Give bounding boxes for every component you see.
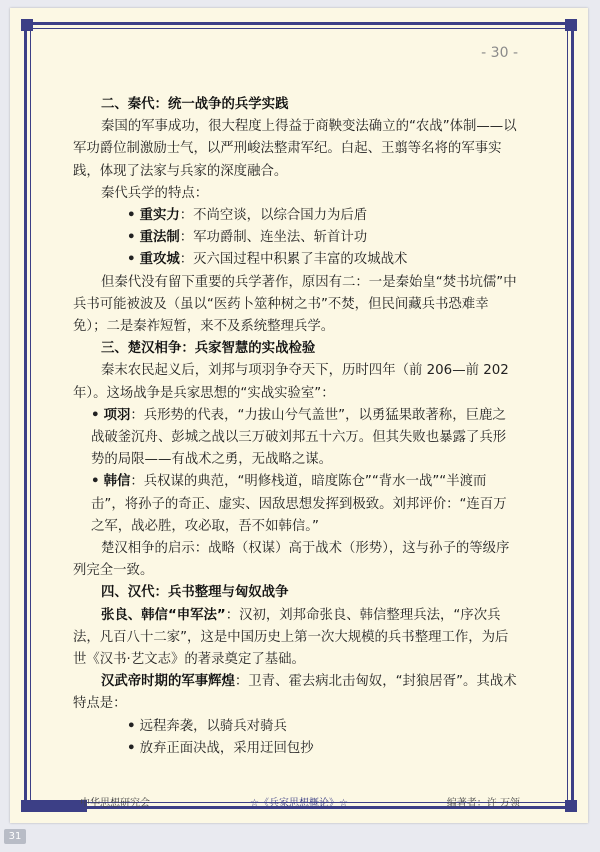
list-item: • 重攻城：灭六国过程中积累了丰富的攻城战术 xyxy=(127,252,408,268)
page-number: - 30 - xyxy=(481,45,518,61)
list-item: • 重法制：军功爵制、连坐法、斩首计功 xyxy=(127,230,368,246)
paragraph: 楚汉相争的启示：战略（权谋）高于战术（形势），这与孙子的等级序列完全一致。 xyxy=(73,541,510,579)
corner-ornament xyxy=(565,800,577,812)
corner-ornament xyxy=(21,19,33,31)
list-item: • 韩信：兵权谋的典范，“明修栈道，暗度陈仓”“背水一战”“半渡而击”，将孙子的奇正、虚实、因敌思想发挥到极致。刘邦评价：“连百万之军，战必胜，攻必取，吾不如韩信。” xyxy=(91,474,507,534)
footer-author: 编著者：许 万领 xyxy=(446,798,520,809)
section-heading: 三、楚汉相争：兵家智慧的实战检验 xyxy=(101,341,316,357)
paragraph: 张良、韩信“申军法”：汉初，刘邦命张良、韩信整理兵法，“序次兵法，凡百八十二家”，这是中国历史上第一次大规模的兵书整理工作，为后世《汉书·艺文志》的著录奠定了基础。 xyxy=(73,607,509,668)
term: 重攻城 xyxy=(139,252,180,268)
paragraph: 秦代兵学的特点： xyxy=(101,185,209,201)
term: 项羽 xyxy=(103,407,131,423)
page-content xyxy=(73,94,519,760)
footer-book-title: ☆《兵家思想概论》☆ xyxy=(250,798,348,809)
term: 张良、韩信“申军法” xyxy=(101,607,226,623)
page-thumbnail-number[interactable]: 31 xyxy=(4,829,26,844)
term: 韩信 xyxy=(103,474,131,490)
term: 汉武帝时期的军事辉煌 xyxy=(101,674,235,690)
corner-ornament xyxy=(565,19,577,31)
paragraph: 汉武帝时期的军事辉煌：卫青、霍去病北击匈奴，“封狼居胥”。其战术特点是： xyxy=(73,674,517,712)
term: 重实力 xyxy=(139,208,180,224)
paragraph: 秦国的军事成功，很大程度上得益于商鞅变法确立的“农战”体制——以军功爵位制激励士气，以严刑峻法整肃军纪。白起、王翦等名将的军事实践，体现了法家与兵家的深度融合。 xyxy=(73,119,517,179)
footer-publisher: 中华思想研究会 xyxy=(80,798,150,809)
term: 重法制 xyxy=(139,230,180,246)
section-heading: 四、汉代：兵书整理与匈奴战争 xyxy=(101,585,289,601)
list-item: • 重实力：不尚空谈，以综合国力为后盾 xyxy=(127,208,368,224)
list-item: • 项羽：兵形势的代表，“力拔山兮气盖世”，以勇猛果敢著称，巨鹿之战破釜沉舟、彭城之战以三万破刘邦五十六万。但其失败也暴露了兵形势的局限——有战术之勇，无战略之谋。 xyxy=(91,407,507,468)
list-item: • 放弃正面决战，采用迂回包抄 xyxy=(127,740,314,756)
list-item: • 远程奔袭，以骑兵对骑兵 xyxy=(127,718,287,734)
paragraph: 但秦代没有留下重要的兵学著作，原因有二：一是秦始皇“焚书坑儒”中兵书可能被波及（虽以“医药卜筮种树之书”不焚，但民间藏兵书恐难幸免）；二是秦祚短暂，来不及系统整理兵学。 xyxy=(73,274,517,335)
section-heading: 二、秦代：统一战争的兵学实践 xyxy=(101,97,289,112)
paragraph: 秦末农民起义后，刘邦与项羽争夺天下，历时四年（前 206—前 202 年）。这场战争是兵家思想的“实战实验室”： xyxy=(73,363,509,401)
corner-ornament xyxy=(21,800,87,812)
